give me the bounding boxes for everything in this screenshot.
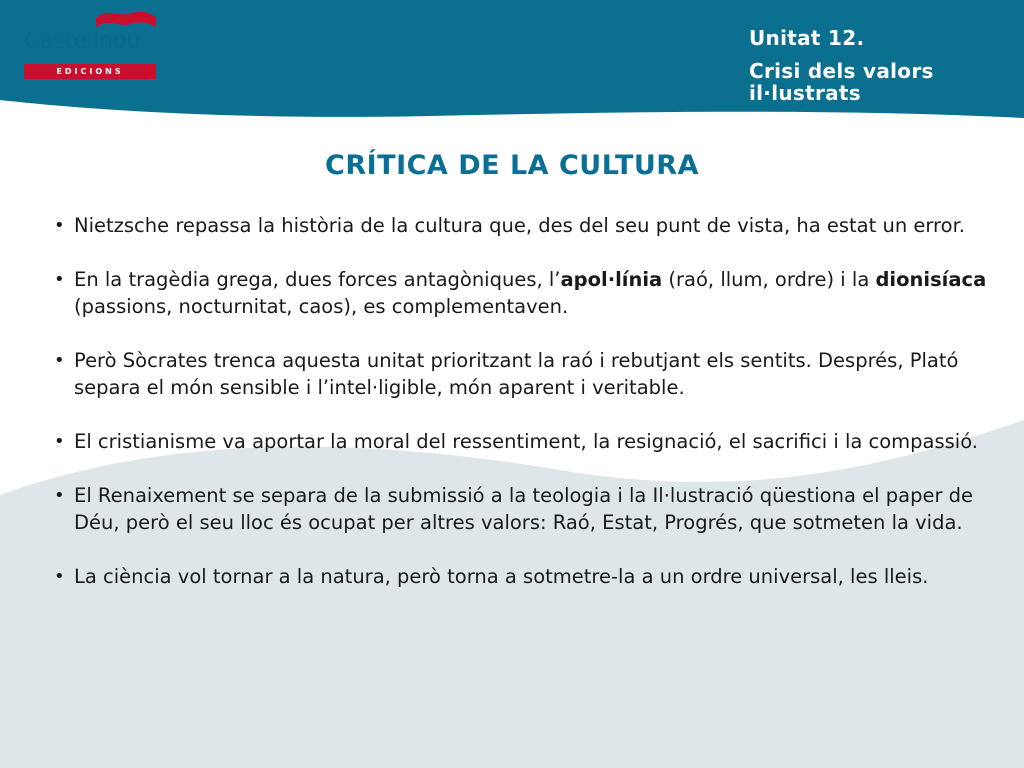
bullet-text-part: En la tragèdia grega, dues forces antagòniques, l’ (74, 268, 561, 291)
bullet-item (52, 563, 992, 590)
bullet-dot-icon: • (54, 566, 65, 587)
bullet-text: El cristianisme va aportar la moral del ressentiment, la resignació, el sacrifici i la compassió. (74, 430, 979, 453)
bullet-text-part: (passions, nocturnitat, caos), es complementaven. (74, 295, 569, 318)
bullet-dot-icon: • (54, 350, 65, 371)
bullet-item (52, 212, 992, 239)
bullet-dot-icon: • (54, 269, 65, 290)
term-dionysian: dionisíaca (875, 268, 987, 291)
bullet-item (52, 482, 992, 536)
brand-name: Castellnou (24, 28, 141, 54)
bullet-text: Nietzsche repassa la història de la cultura que, des del seu punt de vista, ha estat un error. (74, 214, 965, 237)
unit-subtitle-line1: Crisi dels valors (749, 59, 934, 83)
bullet-dot-icon: • (54, 485, 65, 506)
unit-subtitle (749, 60, 1009, 104)
castellnou-logo (22, 8, 162, 78)
bullet-item (52, 428, 992, 455)
bullet-text: La ciència vol tornar a la natura, però torna a sotmetre-la a un ordre universal, les lleis. (74, 565, 929, 588)
slide-title: CRÍTICA DE LA CULTURA (325, 150, 699, 181)
brand-tagline: EDICIONS (24, 64, 156, 79)
term-apollonian: apol·línia (560, 268, 663, 291)
bullet-dot-icon: • (54, 431, 65, 452)
bullet-list (52, 212, 992, 617)
bullet-item (52, 347, 992, 401)
bullet-dot-icon: • (54, 215, 65, 236)
bullet-text-part: (raó, llum, ordre) i la (662, 268, 876, 291)
unit-subtitle-line2: il·lustrats (749, 81, 861, 105)
unit-heading (749, 26, 1009, 104)
bullet-text: El Renaixement se separa de la submissió a la teologia i la Il·lustració qüestiona el paper de Déu, però el seu lloc és ocupat per altres valors: Raó, Estat, Progrés, que sotmeten la vida. (74, 484, 974, 534)
unit-title: Unitat 12. (749, 26, 865, 50)
bullet-text: Però Sòcrates trenca aquesta unitat prioritzant la raó i rebutjant els sentits. Després, Plató separa el món sensible i l’intel·ligible, món aparent i veritable. (74, 349, 959, 399)
bullet-item (52, 266, 992, 320)
